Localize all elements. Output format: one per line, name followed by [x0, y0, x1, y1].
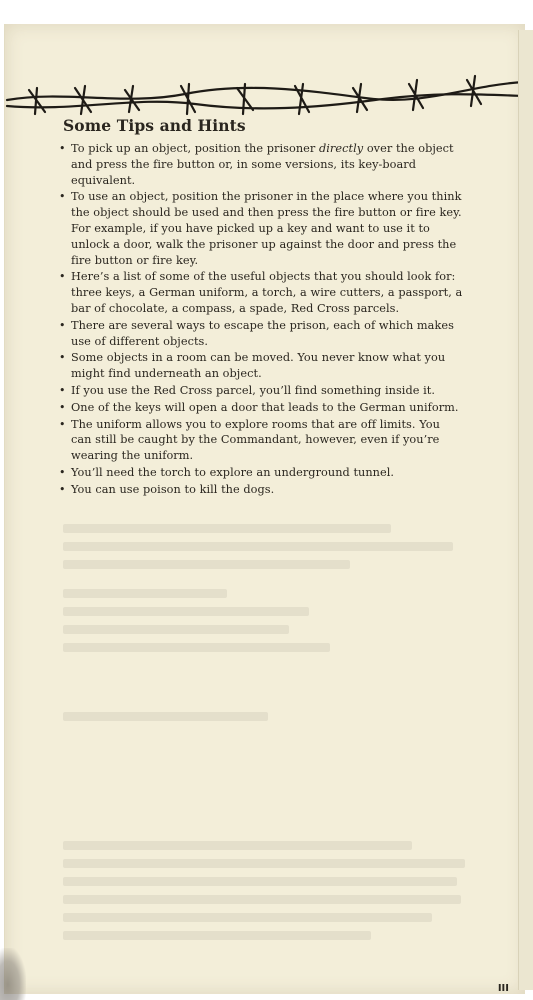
tip-text: The uniform allows you to explore rooms that are off limits. You can still be caught by the Commandant, however, even if you’re wearing the uniform.: [71, 417, 440, 463]
tip-text: Here’s a list of some of the useful objects that you should look for: three keys, a German uniform, a torch, a wire cutters, a passport, a bar of chocolate, a compass, a spade, Red Cross parcels.: [71, 270, 463, 315]
tip-item: [59, 465, 463, 481]
tip-item: [59, 350, 463, 382]
tip-text: To use an object, position the prisoner in the place where you think the object should be used and then press the fire button or fire key. For example, if you have picked up a key and want to use it to unlock a door, walk the prisoner up against the door and press the fire button or fire key.: [71, 190, 462, 267]
tip-emphasis: directly: [318, 142, 364, 155]
section-title: Some Tips and Hints: [63, 116, 246, 135]
tip-item: [59, 318, 463, 350]
tip-item: [59, 417, 463, 464]
tip-text: To pick up an object, position the prisoner: [71, 142, 319, 155]
tip-text: If you use the Red Cross parcel, you’ll find something inside it.: [71, 383, 436, 397]
tip-item: [59, 189, 463, 268]
tip-item: [59, 482, 463, 498]
tip-text: One of the keys will open a door that leads to the German uniform.: [71, 400, 459, 414]
tip-item: [59, 141, 463, 188]
tip-text-continued: over the object and press the fire button or, in some versions, its key-board equivalent.: [71, 142, 454, 187]
tip-text: You can use poison to kill the dogs.: [71, 482, 275, 496]
tip-text: You’ll need the torch to explore an underground tunnel.: [71, 465, 395, 479]
tip-text: Some objects in a room can be moved. You never know what you might find underneath an object.: [71, 351, 446, 381]
tips-list: [59, 141, 463, 498]
page-number: III: [497, 983, 509, 994]
manual-page: [4, 24, 525, 994]
tips-section: [59, 116, 463, 499]
barbed-wire-divider: [5, 60, 525, 116]
scan-shadow: [0, 948, 26, 1000]
show-through-text: [63, 524, 473, 949]
tip-text: There are several ways to escape the prison, each of which makes use of different objects.: [71, 318, 454, 348]
tip-item: [59, 400, 463, 416]
tip-item: [59, 383, 463, 399]
adjacent-page-edge: [518, 30, 533, 990]
tip-item: [59, 269, 463, 316]
